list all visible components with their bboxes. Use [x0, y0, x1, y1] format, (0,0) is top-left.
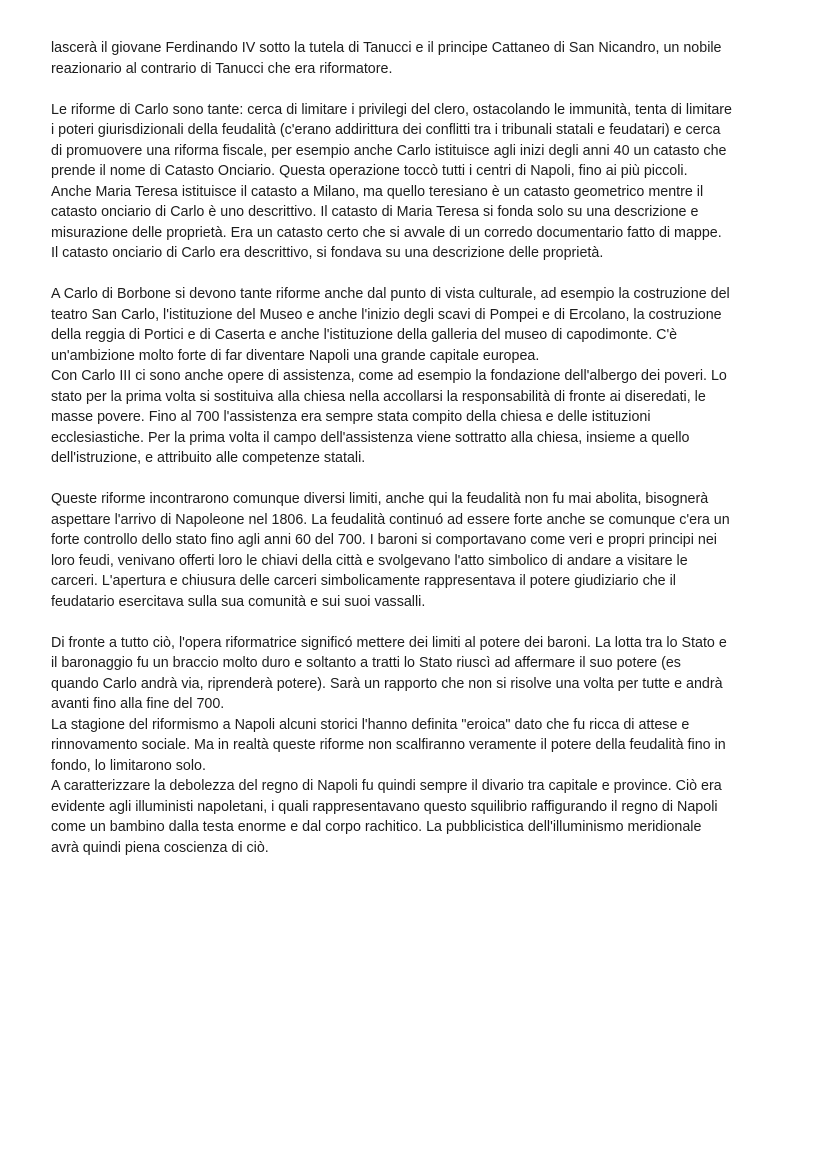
text-line: Anche Maria Teresa istituisce il catasto a Milano, ma quello teresiano è un catasto geometrico mentre il — [51, 183, 704, 200]
text-line: Con Carlo III ci sono anche opere di assistenza, come ad esempio la fondazione dell'albergo dei poveri. Lo — [51, 368, 727, 384]
paragraph-2 — [51, 100, 781, 264]
text-line: masse povere. Fino al 700 l'assistenza era sempre stata compito della chiesa e delle istituzioni — [51, 409, 651, 425]
text-line: evidente agli illuministi napoletani, i quali rappresentavano questo squilibrio raffigurando il regno di Napoli — [51, 798, 718, 815]
text-line: i poteri giurisdizionali della feudalità (c'erano addirittura dei conflitti tra i tribunali statali e feudatari) e cerca — [51, 122, 721, 138]
paragraph-spacer — [51, 469, 781, 490]
text-line: Queste riforme incontrarono comunque diversi limiti, anche qui la feudalità non fu mai abolita, bisognerà — [51, 491, 709, 507]
paragraph-1 — [51, 38, 781, 79]
text-line: A caratterizzare la debolezza del regno di Napoli fu quindi sempre il divario tra capitale e province. Ciò era — [51, 778, 722, 794]
paragraph-3 — [51, 284, 781, 469]
text-line: carceri. L'apertura e chiusura delle carceri simbolicamente rappresentava il potere giudiziario che il — [51, 573, 676, 589]
text-line: A Carlo di Borbone si devono tante riforme anche dal punto di vista culturale, ad esempio la costruzione del — [51, 286, 730, 302]
text-line: feudatario esercitava sulla sua comunità e sui suoi vassalli. — [51, 593, 426, 610]
text-line: prende il nome di Catasto Onciario. Questa operazione toccò tutti i centri di Napoli, fino ai più piccoli. — [51, 163, 688, 179]
text-line: il baronaggio fu un braccio molto duro e soltanto a tratti lo Stato riuscì ad affermare il suo potere (es — [51, 655, 681, 671]
text-line: stato per la prima volta si sostituiva alla chiesa nella accollarsi la responsabilità di fronte ai diseredati, le — [51, 388, 706, 405]
paragraph-spacer — [51, 612, 781, 633]
text-line: aspettare l'arrivo di Napoleone nel 1806. La feudalità continuó ad essere forte anche se comunque c'era un — [51, 511, 730, 528]
text-line: come un bambino dalla testa enorme e dal corpo rachitico. La pubblicistica dell'illuminismo meridionale — [51, 819, 702, 835]
text-line: misurazione delle proprietà. Era un catasto certo che si avvale di un corredo documentario fatto di mappe. — [51, 224, 722, 241]
text-line: un'ambizione molto forte di far diventare Napoli una grande capitale europea. — [51, 347, 540, 364]
text-line: reazionario al contrario di Tanucci che era riformatore. — [51, 60, 393, 77]
text-line: lascerà il giovane Ferdinando IV sotto la tutela di Tanucci e il principe Cattaneo di San Nicandro, un nobile — [51, 40, 722, 56]
paragraph-5 — [51, 633, 781, 859]
text-line: della reggia di Portici e di Caserta e anche l'istituzione della galleria del museo di capodimonte. C'è — [51, 327, 678, 343]
text-line: catasto onciario di Carlo è uno descrittivo. Il catasto di Maria Teresa si fonda solo su una descrizione e — [51, 204, 699, 220]
text-line: ecclesiastiche. Per la prima volta il campo dell'assistenza viene sottratto alla chiesa, insieme a quello — [51, 429, 690, 446]
text-line: Di fronte a tutto ciò, l'opera riformatrice significó mettere dei limiti al potere dei baroni. La lotta tra lo Stato e — [51, 634, 727, 651]
text-line: avanti fino alla fine del 700. — [51, 696, 225, 712]
text-line: La stagione del riformismo a Napoli alcuni storici l'hanno definita "eroica" dato che fu ricca di attese e — [51, 716, 690, 733]
paragraph-spacer — [51, 79, 781, 100]
text-line: teatro San Carlo, l'istituzione del Museo e anche l'inizio degli scavi di Pompei e di Ercolano, la costruzione — [51, 306, 722, 323]
text-line: quando Carlo andrà via, riprenderà potere). Sarà un rapporto che non si risolve una volta per tutte e andrà — [51, 675, 723, 692]
text-line: Le riforme di Carlo sono tante: cerca di limitare i privilegi del clero, ostacolando le immunità, tenta di limitare — [51, 101, 732, 118]
paragraph-4 — [51, 489, 781, 612]
text-line: Il catasto onciario di Carlo era descrittivo, si fondava su una descrizione delle proprietà. — [51, 245, 604, 261]
text-line: dell'istruzione, e attribuito alle competenze statali. — [51, 450, 366, 466]
text-line: avrà quindi piena coscienza di ciò. — [51, 839, 269, 856]
text-line: rinnovamento sociale. Ma in realtà queste riforme non scalfiranno veramente il potere della feudalità fino in — [51, 737, 726, 753]
paragraph-spacer — [51, 264, 781, 285]
text-line: forte controllo dello stato fino agli anni 60 del 700. I baroni si comportavano come veri e propri principi nei — [51, 532, 717, 548]
text-line: loro feudi, venivano offerti loro le chiavi della città e svolgevano l'atto simbolico di andare a visitare le — [51, 552, 688, 569]
document-page — [51, 38, 781, 858]
text-line: di promuovere una riforma fiscale, per esempio anche Carlo istituisce agli inizi degli anni 40 un catasto che — [51, 142, 727, 159]
text-line: fondo, lo limitarono solo. — [51, 757, 206, 774]
